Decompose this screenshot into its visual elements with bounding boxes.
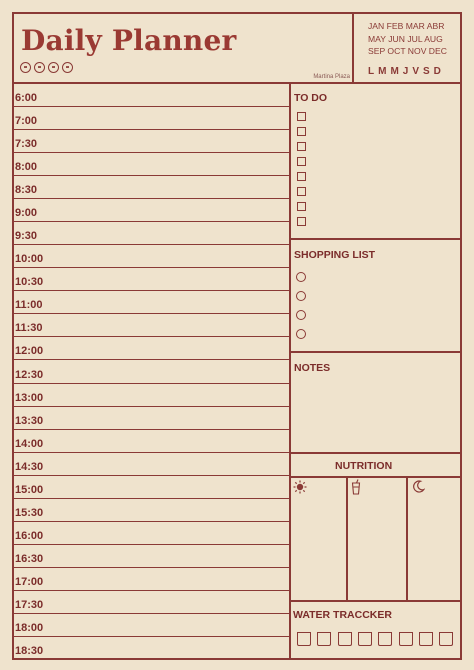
time-slot-row[interactable] — [12, 591, 289, 614]
time-label: 9:30 — [15, 230, 38, 243]
shopping-item-bullet[interactable] — [296, 291, 306, 301]
time-label: 13:30 — [15, 414, 44, 427]
time-label: 16:00 — [15, 529, 44, 542]
time-label: 11:30 — [15, 322, 43, 335]
nutrition-divider — [346, 478, 348, 600]
time-label: 8:00 — [15, 161, 38, 174]
water-glass-icon[interactable] — [338, 632, 352, 646]
time-slot-row[interactable] — [12, 153, 289, 176]
time-slot-row[interactable] — [12, 222, 289, 245]
author-credit: Martina Plaza — [313, 74, 350, 80]
time-label: 6:00 — [15, 92, 38, 105]
time-slot-row[interactable] — [12, 568, 289, 591]
water-glass-icon[interactable] — [297, 632, 311, 646]
shopping-item-bullet[interactable] — [296, 272, 306, 282]
section-divider — [291, 452, 462, 454]
weekday-selector[interactable]: LMMJVSD — [368, 65, 445, 77]
todo-checkbox[interactable] — [297, 142, 306, 151]
water-glass-icon[interactable] — [439, 632, 453, 646]
todo-checkbox[interactable] — [297, 187, 306, 196]
time-slot-row[interactable] — [12, 199, 289, 222]
water-tracker-title: WATER TRACCKER — [293, 609, 392, 621]
time-slot-row[interactable] — [12, 360, 289, 383]
todo-checkbox[interactable] — [297, 157, 306, 166]
month-row[interactable]: JAN FEB MAR ABR — [368, 21, 445, 31]
planner-header — [12, 12, 462, 84]
time-slot-row[interactable] — [12, 130, 289, 153]
nutrition-divider — [406, 478, 408, 600]
month-row[interactable]: SEP OCT NOV DEC — [368, 46, 447, 56]
time-slot-row[interactable] — [12, 176, 289, 199]
water-glass-icon[interactable] — [378, 632, 392, 646]
time-label: 18:30 — [15, 644, 44, 657]
time-slot-row[interactable] — [12, 614, 289, 637]
shopping-list-title: SHOPPING LIST — [294, 249, 376, 261]
time-label: 16:30 — [15, 552, 44, 565]
time-schedule — [12, 84, 289, 660]
time-label: 17:00 — [15, 575, 44, 588]
water-glass-icon[interactable] — [399, 632, 413, 646]
shopping-item-bullet[interactable] — [296, 310, 306, 320]
column-divider — [289, 84, 291, 660]
moon-icon — [412, 480, 425, 493]
water-glass-icon[interactable] — [419, 632, 433, 646]
time-label: 8:30 — [15, 184, 38, 197]
drink-icon — [351, 479, 361, 495]
time-label: 11:00 — [15, 299, 43, 312]
time-slot-row[interactable] — [12, 453, 289, 476]
time-slot-row[interactable] — [12, 637, 289, 660]
time-slot-row[interactable] — [12, 545, 289, 568]
time-slot-row[interactable] — [12, 522, 289, 545]
water-glass-icon[interactable] — [317, 632, 331, 646]
time-label: 14:00 — [15, 437, 44, 450]
sad-face-icon[interactable] — [48, 62, 59, 73]
time-label: 15:00 — [15, 483, 44, 496]
time-label: 10:30 — [15, 276, 44, 289]
time-slot-row[interactable] — [12, 430, 289, 453]
time-slot-row[interactable] — [12, 245, 289, 268]
time-label: 9:00 — [15, 207, 38, 220]
water-glass-icon[interactable] — [358, 632, 372, 646]
time-label: 12:30 — [15, 368, 44, 381]
todo-checkbox[interactable] — [297, 127, 306, 136]
time-slot-row[interactable] — [12, 476, 289, 499]
time-slot-row[interactable] — [12, 107, 289, 130]
time-slot-row[interactable] — [12, 384, 289, 407]
happy-face-icon[interactable] — [20, 62, 31, 73]
todo-checkbox[interactable] — [297, 172, 306, 181]
neutral-face-icon[interactable] — [34, 62, 45, 73]
todo-checkbox[interactable] — [297, 217, 306, 226]
time-label: 15:30 — [15, 506, 44, 519]
shopping-item-bullet[interactable] — [296, 329, 306, 339]
time-slot-row[interactable] — [12, 268, 289, 291]
month-selector — [352, 12, 462, 82]
time-label: 10:00 — [15, 253, 44, 266]
sun-icon — [293, 480, 307, 494]
time-slot-row[interactable] — [12, 407, 289, 430]
todo-title: TO DO — [294, 92, 328, 104]
time-slot-row[interactable] — [12, 499, 289, 522]
todo-checkbox[interactable] — [297, 202, 306, 211]
nutrition-title: NUTRITION — [335, 460, 393, 472]
time-slot-row[interactable] — [12, 337, 289, 360]
time-label: 7:00 — [15, 115, 38, 128]
page-title: Daily Planner — [21, 24, 237, 57]
todo-checkbox[interactable] — [297, 112, 306, 121]
time-label: 14:30 — [15, 460, 44, 473]
time-slot-row[interactable] — [12, 84, 289, 107]
angry-face-icon[interactable] — [62, 62, 73, 73]
section-divider — [291, 600, 462, 602]
time-label: 7:30 — [15, 138, 38, 151]
month-row[interactable]: MAY JUN JUL AUG — [368, 33, 443, 44]
time-slot-row[interactable] — [12, 314, 289, 337]
time-label: 18:00 — [15, 621, 44, 634]
section-divider — [291, 476, 462, 478]
time-label: 17:30 — [15, 598, 44, 611]
time-slot-row[interactable] — [12, 291, 289, 314]
section-divider — [291, 351, 462, 353]
mood-tracker — [20, 62, 73, 73]
section-divider — [291, 238, 462, 240]
time-label: 13:00 — [15, 391, 44, 404]
notes-title: NOTES — [294, 362, 331, 374]
time-label: 12:00 — [15, 345, 44, 358]
